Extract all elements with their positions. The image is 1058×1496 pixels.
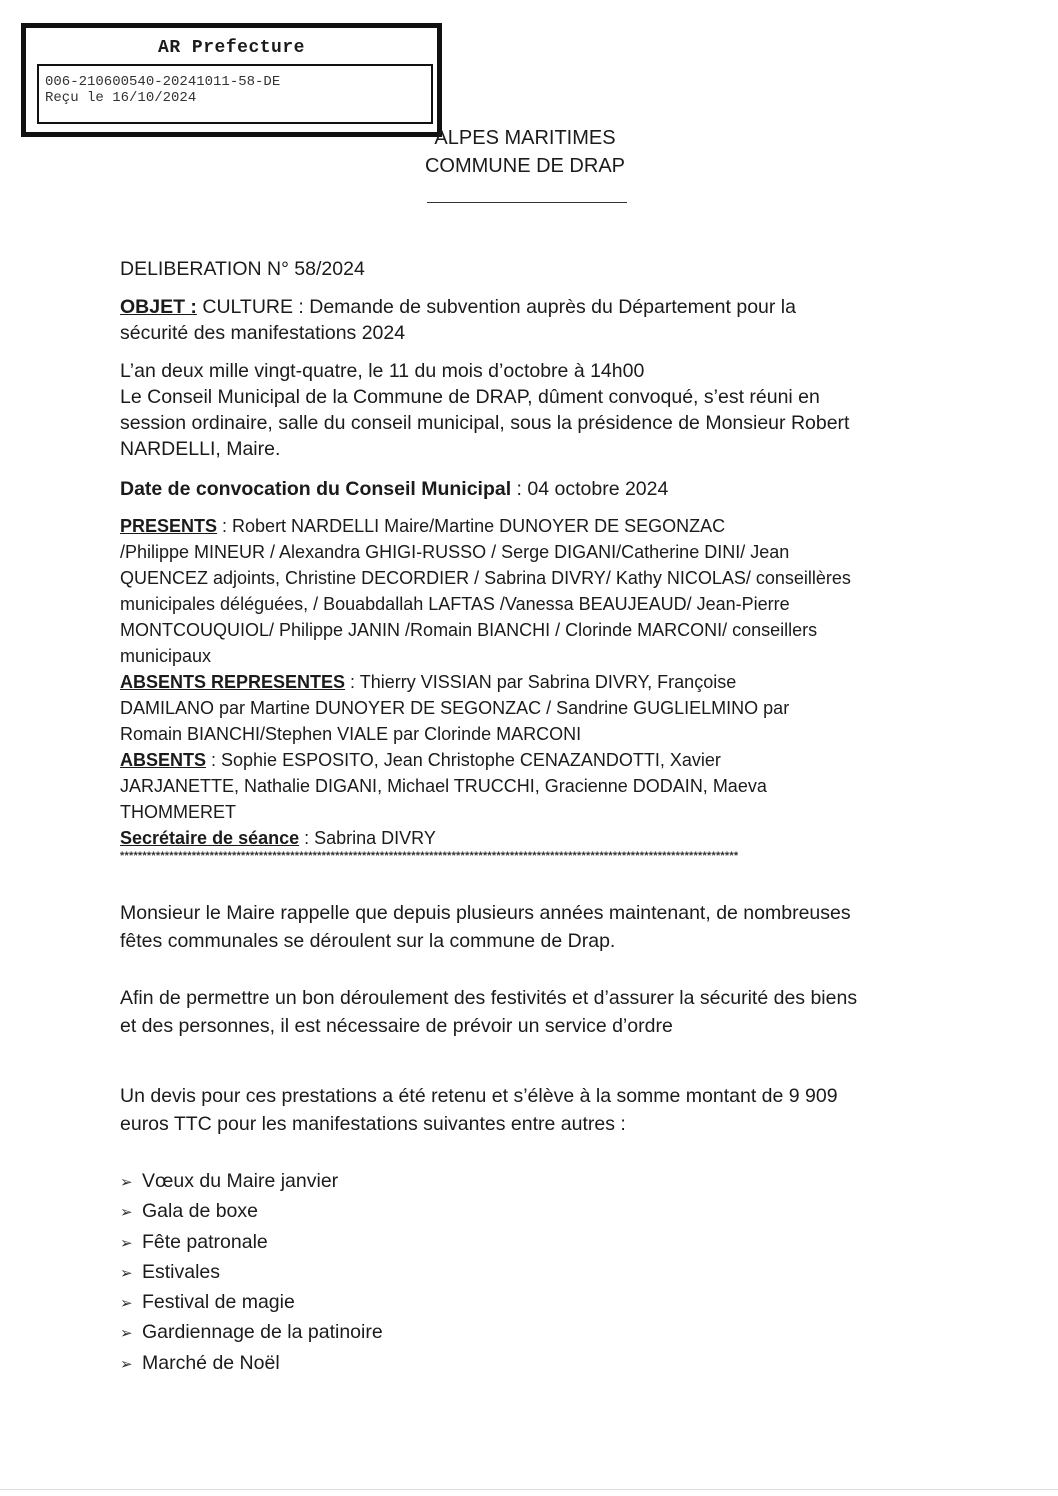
absents-representes-line: DAMILANO par Martine DUNOYER DE SEGONZAC / Sandrine GUGLIELMINO par — [120, 698, 790, 718]
department-heading: ALPES MARITIMES — [434, 127, 616, 149]
stamp-title: AR Prefecture — [158, 38, 305, 58]
presents-text: : Robert NARDELLI Maire/Martine DUNOYER DE SEGONZAC — [217, 516, 726, 536]
absents-line: THOMMERET — [120, 802, 236, 822]
presents-line — [120, 514, 725, 540]
arrow-bullet-icon: ➢ — [120, 1325, 133, 1343]
header-divider — [427, 202, 627, 203]
body-paragraph-line: fêtes communales se déroulent sur la commune de Drap. — [120, 930, 616, 952]
arrow-bullet-icon: ➢ — [120, 1174, 133, 1191]
presents-line: MONTCOUQUIOL/ Philippe JANIN /Romain BIANCHI / Clorinde MARCONI/ conseillers — [120, 620, 818, 640]
intro-line: NARDELLI, Maire. — [120, 438, 281, 460]
intro-line: Le Conseil Municipal de la Commune de DRAP, dûment convoqué, s’est réuni en — [120, 386, 820, 408]
events-list — [120, 1167, 383, 1379]
objet-label: OBJET : — [120, 296, 197, 318]
secretaire-value: : Sabrina DIVRY — [299, 828, 436, 848]
absents-label: ABSENTS — [120, 750, 207, 770]
convocation-value: : 04 octobre 2024 — [511, 478, 669, 500]
arrow-bullet-icon: ➢ — [120, 1355, 133, 1373]
arrow-bullet-icon: ➢ — [120, 1204, 133, 1222]
objet-line-2: sécurité des manifestations 2024 — [120, 322, 406, 344]
body-paragraph-line: Monsieur le Maire rappelle que depuis plusieurs années maintenant, de nombreuses — [120, 902, 851, 924]
body-paragraph-line: et des personnes, il est nécessaire de prévoir un service d’ordre — [120, 1015, 673, 1037]
secretaire-line — [120, 826, 436, 852]
presents-line: /Philippe MINEUR / Alexandra GHIGI-RUSSO / Serge DIGANI/Catherine DINI/ Jean — [120, 542, 790, 562]
presents-line: QUENCEZ adjoints, Christine DECORDIER / Sabrina DIVRY/ Kathy NICOLAS/ conseillères — [120, 568, 851, 588]
secretaire-label: Secrétaire de séance — [120, 828, 300, 848]
absents-representes-text: : Thierry VISSIAN par Sabrina DIVRY, Françoise — [345, 672, 737, 692]
list-item: ➢ Estivales — [120, 1258, 383, 1288]
arrow-bullet-icon: ➢ — [120, 1264, 133, 1282]
list-item: ➢ Marché de Noël — [120, 1349, 383, 1379]
arrow-bullet-icon: ➢ — [120, 1234, 133, 1252]
presents-line: municipaux — [120, 646, 212, 666]
list-item: ➢ Gala de boxe — [120, 1197, 383, 1227]
arrow-bullet-icon: ➢ — [120, 1295, 133, 1313]
convocation-label: Date de convocation du Conseil Municipal — [120, 478, 512, 500]
list-item: ➢ Festival de magie — [120, 1288, 383, 1318]
convocation-date — [120, 476, 668, 503]
body-paragraph-line: Un devis pour ces prestations a été retenu et s’élève à la somme montant de 9 909 — [120, 1085, 838, 1107]
absents-text: : Sophie ESPOSITO, Jean Christophe CENAZANDOTTI, Xavier — [206, 750, 721, 770]
prefecture-stamp — [21, 23, 442, 137]
presents-line: municipales déléguées, / Bouabdallah LAFTAS /Vanessa BEAUJEAUD/ Jean-Pierre — [120, 594, 790, 614]
list-item: ➢ Fête patronale — [120, 1228, 383, 1258]
absents-line: JARJANETTE, Nathalie DIGANI, Michael TRUCCHI, Gracienne DODAIN, Maeva — [120, 776, 767, 796]
absents-representes-line — [120, 670, 736, 696]
deliberation-number: DELIBERATION N° 58/2024 — [120, 258, 365, 280]
list-item: ➢ Vœux du Maire janvier — [120, 1167, 383, 1197]
body-paragraph-line: Afin de permettre un bon déroulement des festivités et d’assurer la sécurité des biens — [120, 987, 858, 1009]
asterisk-separator: ****************************************************************************************************************************************** — [120, 850, 739, 862]
objet-text: CULTURE : Demande de subvention auprès du Département pour la — [196, 296, 796, 318]
list-item: ➢ Gardiennage de la patinoire — [120, 1318, 383, 1348]
commune-heading: COMMUNE DE DRAP — [424, 155, 625, 177]
absents-line — [120, 748, 721, 774]
presents-label: PRESENTS — [120, 516, 218, 536]
intro-line: session ordinaire, salle du conseil municipal, sous la présidence de Monsieur Robert — [120, 412, 850, 434]
absents-representes-label: ABSENTS REPRESENTES — [120, 672, 346, 692]
absents-representes-line: Romain BIANCHI/Stephen VIALE par Clorinde MARCONI — [120, 724, 582, 744]
intro-line: L’an deux mille vingt-quatre, le 11 du mois d’octobre à 14h00 — [120, 360, 645, 382]
stamp-act-id: 006-210600540-20241011-58-DE — [45, 74, 281, 90]
body-paragraph-line: euros TTC pour les manifestations suivantes entre autres : — [120, 1113, 626, 1135]
stamp-details-box — [37, 64, 433, 124]
stamp-received-date: Reçu le 16/10/2024 — [45, 90, 197, 106]
objet-line-1 — [120, 294, 796, 321]
page-bottom-edge — [0, 1489, 1058, 1490]
